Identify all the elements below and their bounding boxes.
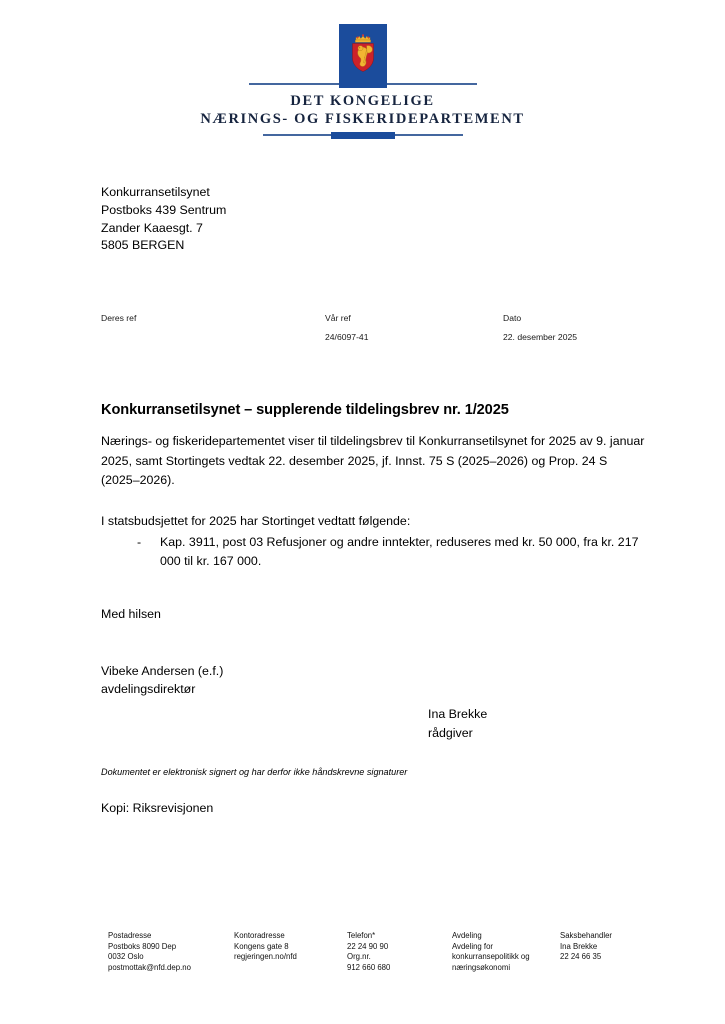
footer-columns [108, 931, 648, 981]
signer-title: avdelingsdirektør [101, 682, 196, 697]
letterhead [0, 24, 725, 139]
footer-heading: Postadresse [108, 931, 152, 940]
dato-value: 22. desember 2025 [503, 332, 578, 343]
page-footer [108, 931, 648, 981]
crest-panel [339, 24, 387, 81]
rule-thick-block [339, 81, 387, 88]
dato-label: Dato [503, 313, 522, 324]
footer-heading: Kontoradresse [234, 931, 285, 940]
footer-line: 22 24 90 90 [347, 941, 389, 951]
dato-column [503, 312, 577, 344]
footer-column-telefon [347, 931, 447, 973]
department-line-2: NÆRINGS- OG FISKERIDEPARTEMENT [200, 110, 525, 127]
body-paragraph-2: I statsbudsjettet for 2025 har Stortinget vedtatt følgende: [101, 514, 411, 529]
footer-column-saksbehandler [560, 931, 655, 963]
rule-thick-block [331, 132, 395, 139]
var-ref-label: Vår ref [325, 313, 351, 324]
footer-heading: Avdeling [452, 931, 482, 940]
footer-line: Kongens gate 8 [234, 941, 289, 951]
signer-block [101, 662, 645, 698]
addressee-line-1: Konkurransetilsynet [101, 185, 210, 199]
deres-ref-label: Deres ref [101, 313, 137, 324]
cosigner-title: rådgiver [428, 725, 473, 740]
footer-line: Org.nr. [347, 952, 371, 962]
footer-line: konkurransepolitikk og [452, 952, 530, 962]
var-ref-column [325, 312, 369, 344]
document-title: Konkurransetilsynet – supplerende tildelingsbrev nr. 1/2025 [101, 402, 509, 419]
closing-salutation: Med hilsen [101, 606, 161, 621]
addressee-line-3: Zander Kaaesgt. 7 [101, 220, 203, 235]
footer-line: Postboks 8090 Dep [108, 941, 177, 951]
addressee-block [101, 184, 645, 255]
footer-website: regjeringen.no/nfd [234, 952, 297, 962]
electronic-signature-disclaimer: Dokumentet er elektronisk signert og har derfor ikke håndskrevne signaturer [101, 766, 408, 777]
footer-heading: Telefon* [347, 931, 376, 940]
department-name [200, 93, 524, 128]
footer-line: Ina Brekke [560, 941, 598, 951]
letterhead-rule-top [249, 81, 477, 88]
footer-line: næringsøkonomi [452, 962, 511, 972]
addressee-line-2: Postboks 439 Sentrum [101, 202, 227, 217]
footer-column-avdeling [452, 931, 556, 973]
letter-content [101, 184, 645, 817]
list-item [101, 533, 645, 572]
copy-recipient-line: Kopi: Riksrevisjonen [101, 800, 214, 815]
footer-line: 912 660 680 [347, 962, 391, 972]
footer-column-postadresse [108, 931, 228, 973]
budget-bullet-list [101, 533, 645, 572]
signer-name: Vibeke Andersen (e.f.) [101, 664, 224, 679]
letterhead-rule-bottom [263, 132, 463, 139]
norwegian-coat-of-arms-icon [348, 33, 378, 73]
list-item-text: Kap. 3911, post 03 Refusjoner og andre inntekter, reduseres med kr. 50 000, fra kr. 217 000 til kr. 167 000. [160, 534, 639, 569]
footer-line: 22 24 66 35 [560, 952, 602, 962]
cosigner-block [428, 705, 645, 741]
footer-heading: Saksbehandler [560, 931, 613, 940]
department-line-1: DET KONGELIGE [290, 93, 435, 109]
var-ref-value: 24/6097-41 [325, 332, 369, 343]
bullet-dash-marker: - [137, 534, 142, 549]
reference-row [101, 312, 645, 352]
footer-line: Avdeling for [452, 941, 494, 951]
addressee-line-4: 5805 BERGEN [101, 238, 185, 253]
footer-line: 0032 Oslo [108, 952, 144, 962]
body-paragraph-1: Nærings- og fiskeridepartementet viser til tildelingsbrev til Konkurransetilsynet for 2025 av 9. januar 2025, samt Stortingets vedtak 22. desember 2025, jf. Innst. 75 S (2025–2026) og Prop. 24 S (2025–2026). [101, 434, 645, 487]
footer-column-kontoradresse [234, 931, 340, 963]
cosigner-name: Ina Brekke [428, 707, 488, 722]
deres-ref-column [101, 312, 136, 331]
footer-email: postmottak@nfd.dep.no [108, 962, 191, 972]
